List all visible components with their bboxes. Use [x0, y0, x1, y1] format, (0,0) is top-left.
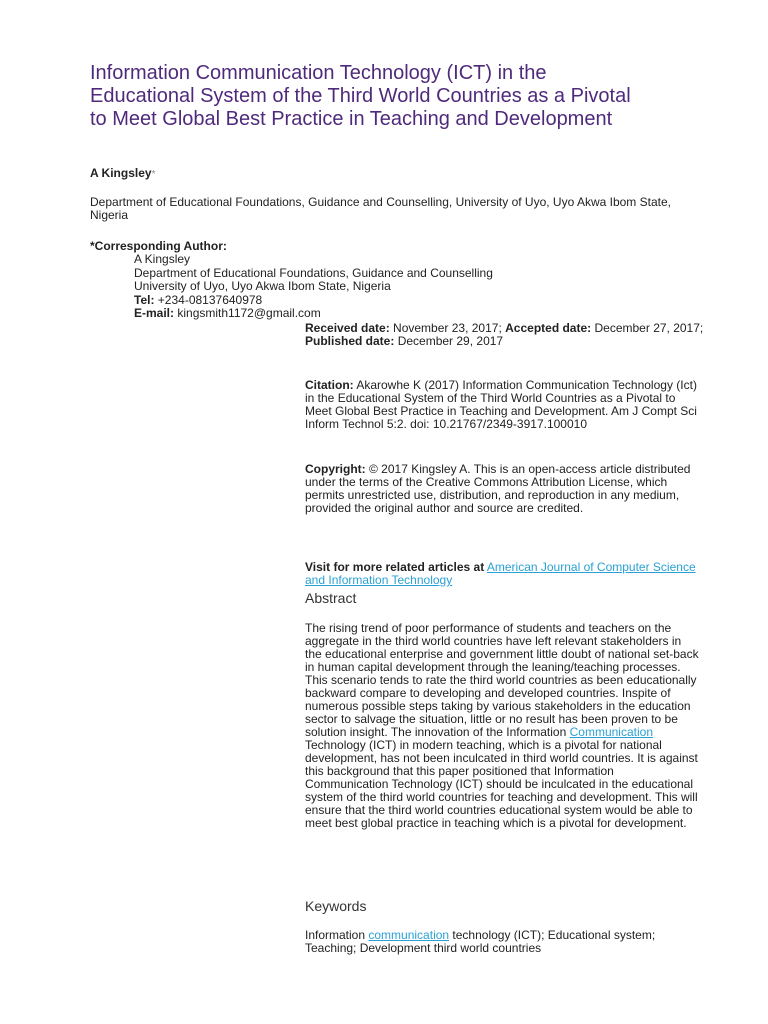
- corresponding-tel: [134, 294, 493, 308]
- author-footnote-marker[interactable]: *: [151, 169, 156, 180]
- visit-label: Visit for more related articles at: [305, 560, 485, 574]
- tel-label: Tel:: [134, 292, 155, 307]
- copyright-label: Copyright:: [305, 462, 366, 476]
- keywords-part-2: technology (ICT); Educational system; Teaching; Development third world countries: [305, 928, 656, 955]
- corresponding-department: Department of Educational Foundations, Guidance and Counselling: [134, 265, 493, 280]
- journal-link[interactable]: American Journal of Computer Science and Information Technology: [305, 560, 696, 587]
- published-value: December 29, 2017: [397, 334, 504, 348]
- article-title: Information Communication Technology (ICT) in the Educational System of the Third World Countries as a Pivotal to Meet Global Best Practice in Teaching and Development: [90, 62, 631, 130]
- accepted-value: December 27, 2017;: [594, 321, 704, 335]
- citation-label: Citation:: [305, 378, 354, 392]
- related-articles: [305, 561, 705, 587]
- author-name-text: A Kingsley: [90, 166, 152, 180]
- copyright: [305, 463, 705, 515]
- published-label: Published date:: [305, 334, 395, 348]
- article-dates: [305, 322, 705, 348]
- corresponding-author-details: [134, 253, 493, 321]
- citation: [305, 379, 705, 431]
- citation-text: Akarowhe K (2017) Information Communication Technology (Ict) in the Educational System of the Third World Countries as a Pivotal to Meet Global Best Practice in Teaching and Development. Am J Compt Sci Inform Technol 5:2. doi: 10.21767/2349-3917.100010: [305, 378, 697, 431]
- copyright-text: © 2017 Kingsley A. This is an open-access article distributed under the terms of the Creative Commons Attribution License, which permits unrestricted use, distribution, and reproduction in any medium, provided the original author and source are credited.: [305, 462, 691, 515]
- corresponding-university: University of Uyo, Uyo Akwa Ibom State, Nigeria: [134, 279, 391, 293]
- email-value: kingsmith1172@gmail.com: [177, 306, 321, 320]
- accepted-label: Accepted date:: [505, 321, 592, 335]
- abstract-text: [305, 622, 700, 830]
- corresponding-author-heading: *Corresponding Author:: [90, 239, 227, 253]
- tel-value: +234-08137640978: [157, 292, 263, 307]
- keyword-communication-link[interactable]: communication: [368, 928, 450, 942]
- author-name: [90, 166, 155, 180]
- keywords-heading: Keywords: [305, 898, 367, 914]
- email-label: E-mail:: [134, 306, 175, 320]
- abstract-heading: Abstract: [305, 590, 357, 606]
- received-value: November 23, 2017;: [393, 321, 502, 335]
- received-label: Received date:: [305, 321, 390, 335]
- keywords-part-1: Information: [305, 928, 366, 942]
- corresponding-name: A Kingsley: [134, 252, 191, 266]
- corresponding-email: [134, 307, 493, 321]
- keywords-text: [305, 929, 700, 955]
- communication-link[interactable]: Communication: [569, 725, 653, 739]
- abstract-part-1: The rising trend of poor performance of students and teachers on the aggregate in the third world countries have left relevant stakeholders in the educational enterprise and government little doubt of national set-back in human capital development through the leaning/teaching processes. This scenario tends to rate the third world countries as been educationally backward compare to developing and developed countries. Inspite of numerous possible steps taking by various stakeholders in the education sector to salvage the situation, little or no result has been proven to be solution insight. The innovation of the Information: [305, 621, 699, 739]
- author-affiliation: Department of Educational Foundations, Guidance and Counselling, University of Uyo, Uyo Akwa Ibom State, Nigeria: [90, 195, 671, 222]
- abstract-part-2: Technology (ICT) in modern teaching, which is a pivotal for national development, has not been inculcated in third world countries. It is against this background that this paper positioned that Information Communication Technology (ICT) should be inculcated in the educational system of the third world countries for teaching and development. This will ensure that the third world countries educational system would be able to meet best global practice in teaching which is a pivotal for development.: [305, 738, 698, 830]
